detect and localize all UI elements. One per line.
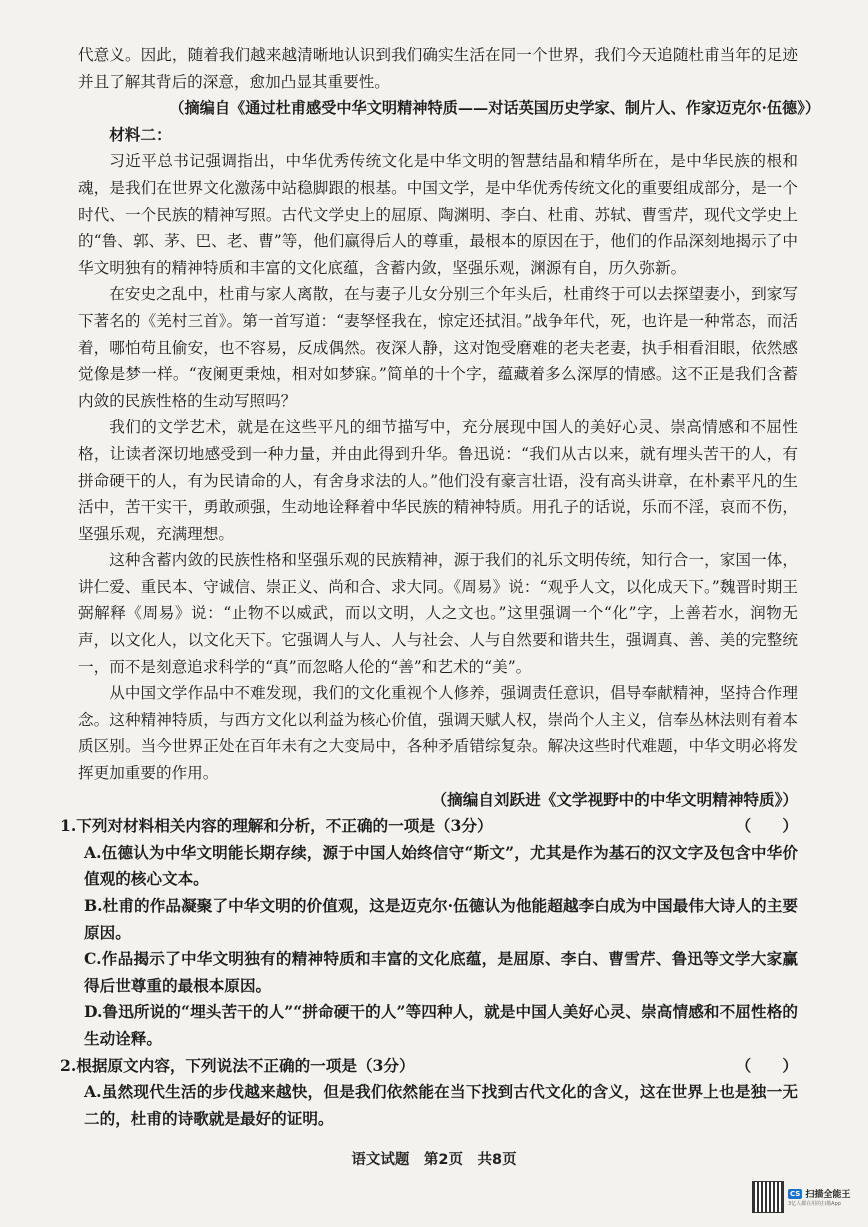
answer-blank: （ ） <box>735 1055 798 1075</box>
question-stem <box>60 1053 798 1080</box>
option-d: D.鲁迅所说的“埋头苦干的人”“拼命硬干的人”等四种人，就是中国人美好心灵、崇高情感和不屈性格的生动诠释。 <box>84 1002 798 1048</box>
question-1-text: 1.下列对材料相关内容的理解和分析，不正确的一项是（3分） <box>60 816 493 836</box>
page-footer: 语文试题 第2页 共8页 <box>351 1152 517 1168</box>
watermark-subtitle: 3亿人都在用的扫描App <box>788 1201 841 1207</box>
scanner-watermark <box>752 1175 862 1219</box>
watermark-name: 扫描全能王 <box>805 1190 851 1200</box>
text-body <box>60 42 820 1132</box>
option-a: A.虽然现代生活的步伐越来越快，但是我们依然能在当下找到古代文化的含义，这在世界上也是独一无二的，杜甫的诗歌就是最好的证明。 <box>84 1082 798 1128</box>
question-2-text: 2.根据原文内容，下列说法不正确的一项是（3分） <box>60 1055 415 1075</box>
paragraph: 这种含蓄内敛的民族性格和坚强乐观的民族精神，源于我们的礼乐文明传统，知行合一，家国一体，讲仁爱、重民本、守诚信、崇正义、尚和合、求大同。《周易》说：“观乎人文，以化成天下。”魏晋时期王弼解释《周易》说：“止物不以威武，而以文明，人之文也。”这里强调一个“化”字，上善若水，润物无声，以文化人，以文化天下。它强调人与人、人与社会、人与自然要和谐共生，强调真、善、美的完整统一，而不是刻意追求科学的“真”而忽略人伦的“善”和艺术的“美”。 <box>78 551 798 676</box>
paragraph: 从中国文学作品中不难发现，我们的文化重视个人修养，强调责任意识，倡导奉献精神，坚持合作理念。这种精神特质，与西方文化以利益为核心价值，强调天赋人权，崇尚个人主义，信奉丛林法则有着本质区别。当今世界正处在百年未有之大变局中，各种矛盾错综复杂。解决这些时代难题，中华文明必将发挥更加重要的作用。 <box>78 684 798 783</box>
option-c: C.作品揭示了中华文明独有的精神特质和丰富的文化底蕴，是屈原、李白、曹雪芹、鲁迅等文学大家赢得后世尊重的最根本原因。 <box>84 949 798 995</box>
source-citation-1: （摘编自《通过杜甫感受中华文明精神特质——对话英国历史学家、制片人、作家迈克尔·伍德》） <box>169 99 820 118</box>
option-b: B.杜甫的作品凝聚了中华文明的价值观，这是迈克尔·伍德认为他能超越李白成为中国最伟大诗人的主要原因。 <box>84 896 798 942</box>
qr-code-icon <box>752 1181 784 1213</box>
question-2-options <box>78 1079 798 1132</box>
question-stem <box>60 813 798 840</box>
paragraph-continuation: 代意义。因此，随着我们越来越清晰地认识到我们确实生活在同一个世界，我们今天追随杜甫当年的足迹并且了解其背后的深意，愈加凸显其重要性。 <box>78 46 798 91</box>
source-citation-2: （摘编自刘跃进《文学视野中的中华文明精神特质》） <box>431 789 798 809</box>
camscanner-logo-icon: CS <box>790 1189 801 1198</box>
paragraph: 我们的文学艺术，就是在这些平凡的细节描写中，充分展现中国人的美好心灵、崇高情感和不屈性格，让读者深切地感受到一种力量，并由此得到升华。鲁迅说：“我们从古以来，就有埋头苦干的人，有拼命硬干的人，有为民请命的人，有舍身求法的人。”他们没有豪言壮语，没有高头讲章，在朴素平凡的生活中，苦干实干，勇敢顽强，生动地诠释着中华民族的精神特质。用孔子的话说，乐而不淫，哀而不伤，坚强乐观，充满理想。 <box>78 418 798 543</box>
paragraph: 在安史之乱中，杜甫与家人离散，在与妻子儿女分别三个年头后，杜甫终于可以去探望妻小，到家写下著名的《羌村三首》。第一首写道：“妻孥怪我在，惊定还拭泪。”战争年代，死，也许是一种常态，而活着，哪怕苟且偷安，也不容易，反成偶然。夜深人静，这对饱受磨难的老夫老妻，执手相看泪眼，依然感觉像是梦一样。“夜阑更秉烛，相对如梦寐。”简单的十个字，蕴藏着多么深厚的情感。这不正是我们含蓄内敛的民族性格的生动写照吗？ <box>78 285 798 410</box>
option-a: A.伍德认为中华文明能长期存续，源于中国人始终信守“斯文”，尤其是作为基石的汉文字及包含中华价值观的核心文本。 <box>84 842 798 889</box>
question-1-options <box>78 840 798 1053</box>
section-heading: 材料二： <box>109 124 172 144</box>
paragraph: 习近平总书记强调指出，中华优秀传统文化是中华文明的智慧结晶和精华所在，是中华民族的根和魂，是我们在世界文化激荡中站稳脚跟的根基。中国文学，是中华优秀传统文化的重要组成部分，是一个时代、一个民族的精神写照。古代文学史上的屈原、陶渊明、李白、杜甫、苏轼、曹雪芹，现代文学史上的“鲁、郭、茅、巴、老、曹”等，他们赢得后人的尊重，最根本的原因在于，他们的作品深刻地揭示了中华文明独有的精神特质和丰富的文化底蕴，含蓄内敛，坚强乐观，渊源有自，历久弥新。 <box>78 152 798 277</box>
answer-blank: （ ） <box>735 816 798 836</box>
